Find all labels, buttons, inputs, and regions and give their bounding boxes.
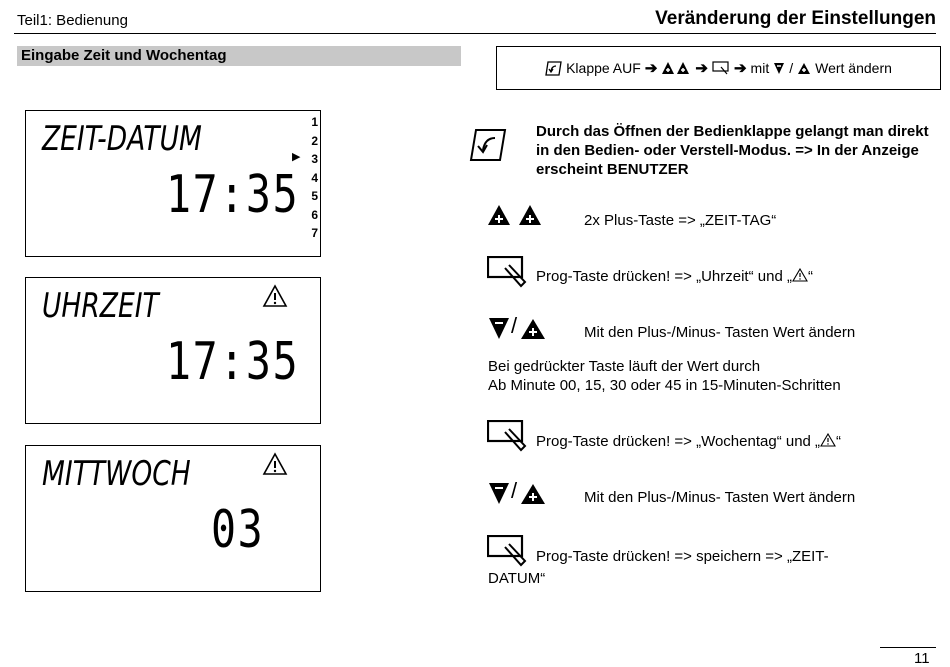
step-plus-plus-text: 2x Plus-Taste => „ZEIT-TAG“: [584, 212, 777, 229]
day-number: 3: [311, 152, 318, 166]
flow-arrow-1: ➔: [644, 60, 658, 77]
page-number: 11: [914, 650, 930, 667]
flap-icon: [545, 61, 562, 76]
day-number: 1: [311, 115, 318, 129]
flow-slash: /: [789, 60, 794, 76]
flow-instruction-box: [496, 46, 941, 90]
day-number: 7: [311, 226, 318, 240]
plus-plus-icon: [661, 61, 691, 75]
flow-mit-text: mit: [750, 60, 770, 76]
header-section-label: Teil1: Bedienung: [17, 12, 128, 29]
slash-separator: /: [511, 313, 518, 338]
day-number: 2: [311, 133, 318, 148]
warning-icon: [262, 284, 288, 308]
step-prog-wochentag-text: Prog-Taste drücken! => „Wochentag“ und „: [536, 433, 821, 450]
prog-key-icon: [487, 535, 527, 567]
day-number: 5: [311, 189, 318, 203]
minus-triangle-icon: [773, 62, 785, 75]
day-number: 6: [311, 207, 318, 222]
warning-icon: [262, 452, 288, 476]
flow-klappe-text: Klappe AUF: [566, 60, 641, 76]
warning-icon: [820, 433, 836, 447]
page-title: Veränderung der Einstellungen: [655, 8, 936, 29]
flow-arrow-2: ➔: [695, 60, 708, 77]
prog-key-icon: [712, 61, 730, 76]
step-prog-save-text-cont: DATUM“: [488, 570, 546, 587]
lcd-screen-mittwoch: [25, 445, 321, 592]
step-minus-plus-text: Mit den Plus-/Minus- Tasten Wert ändern: [584, 324, 856, 341]
minus-plus-icon: [488, 316, 548, 342]
step-prog-wochentag: [536, 433, 841, 450]
slash-separator: /: [511, 478, 518, 503]
flap-icon: [469, 128, 507, 162]
day-marker-icon: ▶: [292, 151, 301, 163]
lcd-value: 17:35: [166, 332, 300, 392]
plus-plus-icon: [488, 204, 544, 226]
lcd-label: MITTWOCH: [42, 454, 191, 494]
prog-key-icon: [487, 420, 527, 452]
flow-arrow-3: ➔: [733, 60, 747, 77]
step-prog-wochentag-quote: “: [836, 433, 842, 450]
note-line-1: Bei gedrückter Taste läuft der Wert durch: [488, 358, 761, 375]
day-number-list: [306, 113, 318, 243]
step-prog-uhrzeit-quote: “: [807, 268, 813, 285]
warning-icon: [792, 268, 808, 282]
plus-triangle-icon: [797, 62, 811, 75]
section-heading-bar: [17, 46, 461, 66]
flow-wert-text: Wert ändern: [815, 60, 892, 76]
section-title: Eingabe Zeit und Wochentag: [21, 47, 227, 64]
note-line-2: Ab Minute 00, 15, 30 oder 45 in 15-Minuten-Schritten: [488, 377, 841, 394]
lcd-screen-uhrzeit: [25, 277, 321, 424]
header-rule: [14, 33, 936, 34]
prog-key-icon: [487, 256, 527, 288]
lcd-screen-zeit-datum: [25, 110, 321, 257]
minus-plus-icon: [488, 481, 548, 507]
step-prog-uhrzeit-text: Prog-Taste drücken! => „Uhrzeit“ und „: [536, 268, 792, 285]
lcd-value: 03: [211, 500, 265, 560]
step-prog-uhrzeit: [536, 268, 813, 285]
day-number: 4: [311, 170, 318, 185]
step-minus-plus-text: Mit den Plus-/Minus- Tasten Wert ändern: [584, 489, 856, 506]
lcd-label: ZEIT-DATUM: [42, 119, 202, 159]
lcd-label: UHRZEIT: [42, 286, 159, 326]
step-prog-save-text: Prog-Taste drücken! => speichern => „ZEIT-: [536, 548, 829, 565]
intro-text: Durch das Öffnen der Bedienklappe gelangt man direkt in den Bedien- oder Verstell-Modus. => In der Anzeige erscheint BENUTZER: [536, 123, 929, 178]
lcd-value: 17:35: [166, 165, 300, 225]
footer-rule: [880, 647, 936, 648]
